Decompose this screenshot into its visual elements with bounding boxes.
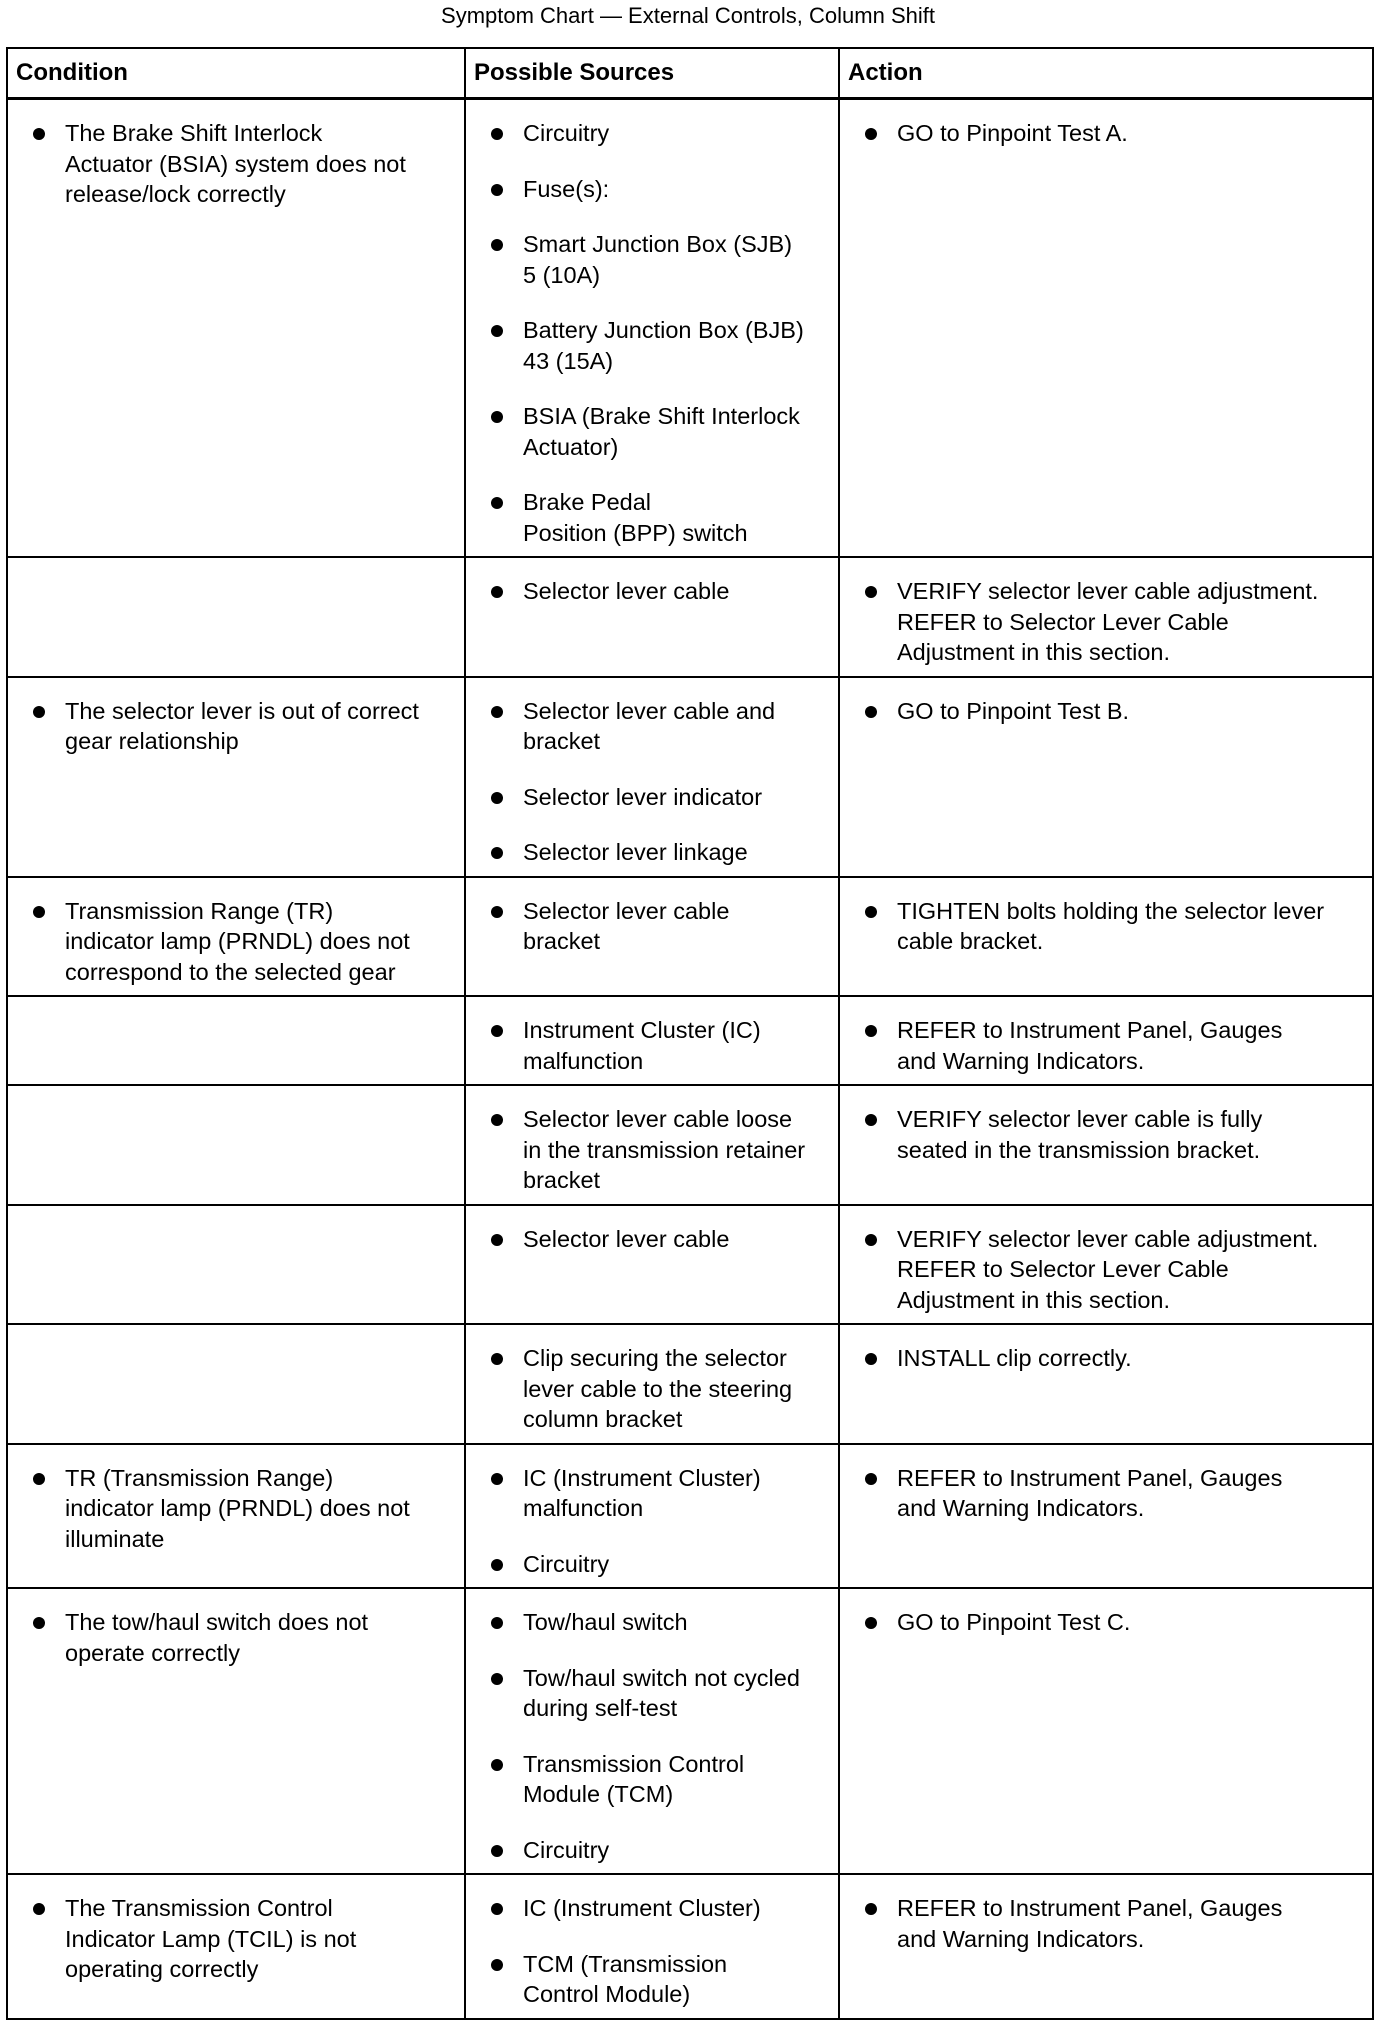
action-cell [839, 1205, 1373, 1325]
condition-cell [7, 1324, 465, 1444]
source-item: Tow/haul switch not cycled during self-test [466, 1663, 828, 1724]
source-item: Clip securing the selector lever cable to the steering column bracket [466, 1343, 828, 1435]
condition-cell [7, 1588, 465, 1874]
action-cell [839, 1588, 1373, 1874]
table-row [7, 877, 1373, 997]
table-row [7, 1205, 1373, 1325]
action-cell [839, 1085, 1373, 1205]
action-text: TIGHTEN bolts holding the selector lever cable bracket. [840, 896, 1362, 957]
possible-sources-cell [465, 996, 839, 1085]
possible-sources-cell [465, 557, 839, 677]
condition-cell [7, 877, 465, 997]
source-item: Circuitry [466, 118, 828, 149]
source-item: Battery Junction Box (BJB) 43 (15A) [466, 315, 828, 376]
source-item: Selector lever cable [466, 1224, 828, 1255]
action-text: GO to Pinpoint Test C. [840, 1607, 1362, 1638]
possible-sources-cell [465, 1085, 839, 1205]
possible-sources-cell [465, 877, 839, 997]
action-text: REFER to Instrument Panel, Gauges and Warning Indicators. [840, 1893, 1362, 1954]
condition-text: The selector lever is out of correct gear relationship [8, 696, 454, 757]
condition-text: The tow/haul switch does not operate correctly [8, 1607, 454, 1668]
condition-cell [7, 1874, 465, 2019]
action-text: INSTALL clip correctly. [840, 1343, 1362, 1374]
condition-cell [7, 1085, 465, 1205]
action-text: VERIFY selector lever cable adjustment. REFER to Selector Lever Cable Adjustment in this section. [840, 1224, 1362, 1316]
table-row [7, 1874, 1373, 2019]
source-item: Selector lever indicator [466, 782, 828, 813]
action-text: VERIFY selector lever cable is fully seated in the transmission bracket. [840, 1104, 1362, 1165]
source-item: Instrument Cluster (IC) malfunction [466, 1015, 828, 1076]
action-text: REFER to Instrument Panel, Gauges and Warning Indicators. [840, 1463, 1362, 1524]
source-item: Fuse(s): [466, 174, 828, 205]
source-item: Selector lever cable and bracket [466, 696, 828, 757]
table-row [7, 677, 1373, 877]
condition-cell [7, 677, 465, 877]
action-cell [839, 1874, 1373, 2019]
source-item: IC (Instrument Cluster) [466, 1893, 828, 1924]
possible-sources-cell [465, 1588, 839, 1874]
source-item: BSIA (Brake Shift Interlock Actuator) [466, 401, 828, 462]
header-action: Action [839, 48, 1373, 99]
table-row [7, 557, 1373, 677]
source-item: Selector lever cable [466, 576, 828, 607]
source-item: Selector lever linkage [466, 837, 828, 868]
source-item: IC (Instrument Cluster) malfunction [466, 1463, 828, 1524]
condition-text: Transmission Range (TR) indicator lamp (PRNDL) does not correspond to the selected gear [8, 896, 454, 988]
table-row [7, 99, 1373, 558]
table-row [7, 1085, 1373, 1205]
possible-sources-cell [465, 1324, 839, 1444]
header-possible-sources: Possible Sources [465, 48, 839, 99]
source-item: Selector lever cable loose in the transmission retainer bracket [466, 1104, 828, 1196]
condition-cell [7, 1444, 465, 1589]
action-cell [839, 677, 1373, 877]
action-cell [839, 99, 1373, 558]
action-cell [839, 996, 1373, 1085]
action-text: GO to Pinpoint Test B. [840, 696, 1362, 727]
source-item: Selector lever cable bracket [466, 896, 828, 957]
action-text: GO to Pinpoint Test A. [840, 118, 1362, 149]
action-text: VERIFY selector lever cable adjustment. REFER to Selector Lever Cable Adjustment in this section. [840, 576, 1362, 668]
action-text: REFER to Instrument Panel, Gauges and Warning Indicators. [840, 1015, 1362, 1076]
source-item: TCM (Transmission Control Module) [466, 1949, 828, 2010]
condition-cell [7, 1205, 465, 1325]
condition-cell [7, 99, 465, 558]
table-row [7, 1588, 1373, 1874]
chart-caption: Symptom Chart — External Controls, Column Shift [441, 3, 935, 28]
condition-text: The Transmission Control Indicator Lamp (TCIL) is not operating correctly [8, 1893, 454, 1985]
header-condition: Condition [7, 48, 465, 99]
source-item: Brake Pedal Position (BPP) switch [466, 487, 828, 548]
condition-text: The Brake Shift Interlock Actuator (BSIA) system does not release/lock correctly [8, 118, 454, 210]
source-item: Tow/haul switch [466, 1607, 828, 1638]
possible-sources-cell [465, 1444, 839, 1589]
table-header-row [7, 48, 1373, 99]
symptom-chart-table [6, 47, 1374, 2020]
possible-sources-cell [465, 1205, 839, 1325]
source-item: Transmission Control Module (TCM) [466, 1749, 828, 1810]
source-item: Circuitry [466, 1549, 828, 1580]
possible-sources-cell [465, 677, 839, 877]
source-item: Circuitry [466, 1835, 828, 1866]
action-cell [839, 1324, 1373, 1444]
condition-text: TR (Transmission Range) indicator lamp (PRNDL) does not illuminate [8, 1463, 454, 1555]
action-cell [839, 877, 1373, 997]
action-cell [839, 1444, 1373, 1589]
table-row [7, 996, 1373, 1085]
table-row [7, 1324, 1373, 1444]
action-cell [839, 557, 1373, 677]
possible-sources-cell [465, 1874, 839, 2019]
condition-cell [7, 557, 465, 677]
possible-sources-cell [465, 99, 839, 558]
table-row [7, 1444, 1373, 1589]
source-item: Smart Junction Box (SJB) 5 (10A) [466, 229, 828, 290]
condition-cell [7, 996, 465, 1085]
